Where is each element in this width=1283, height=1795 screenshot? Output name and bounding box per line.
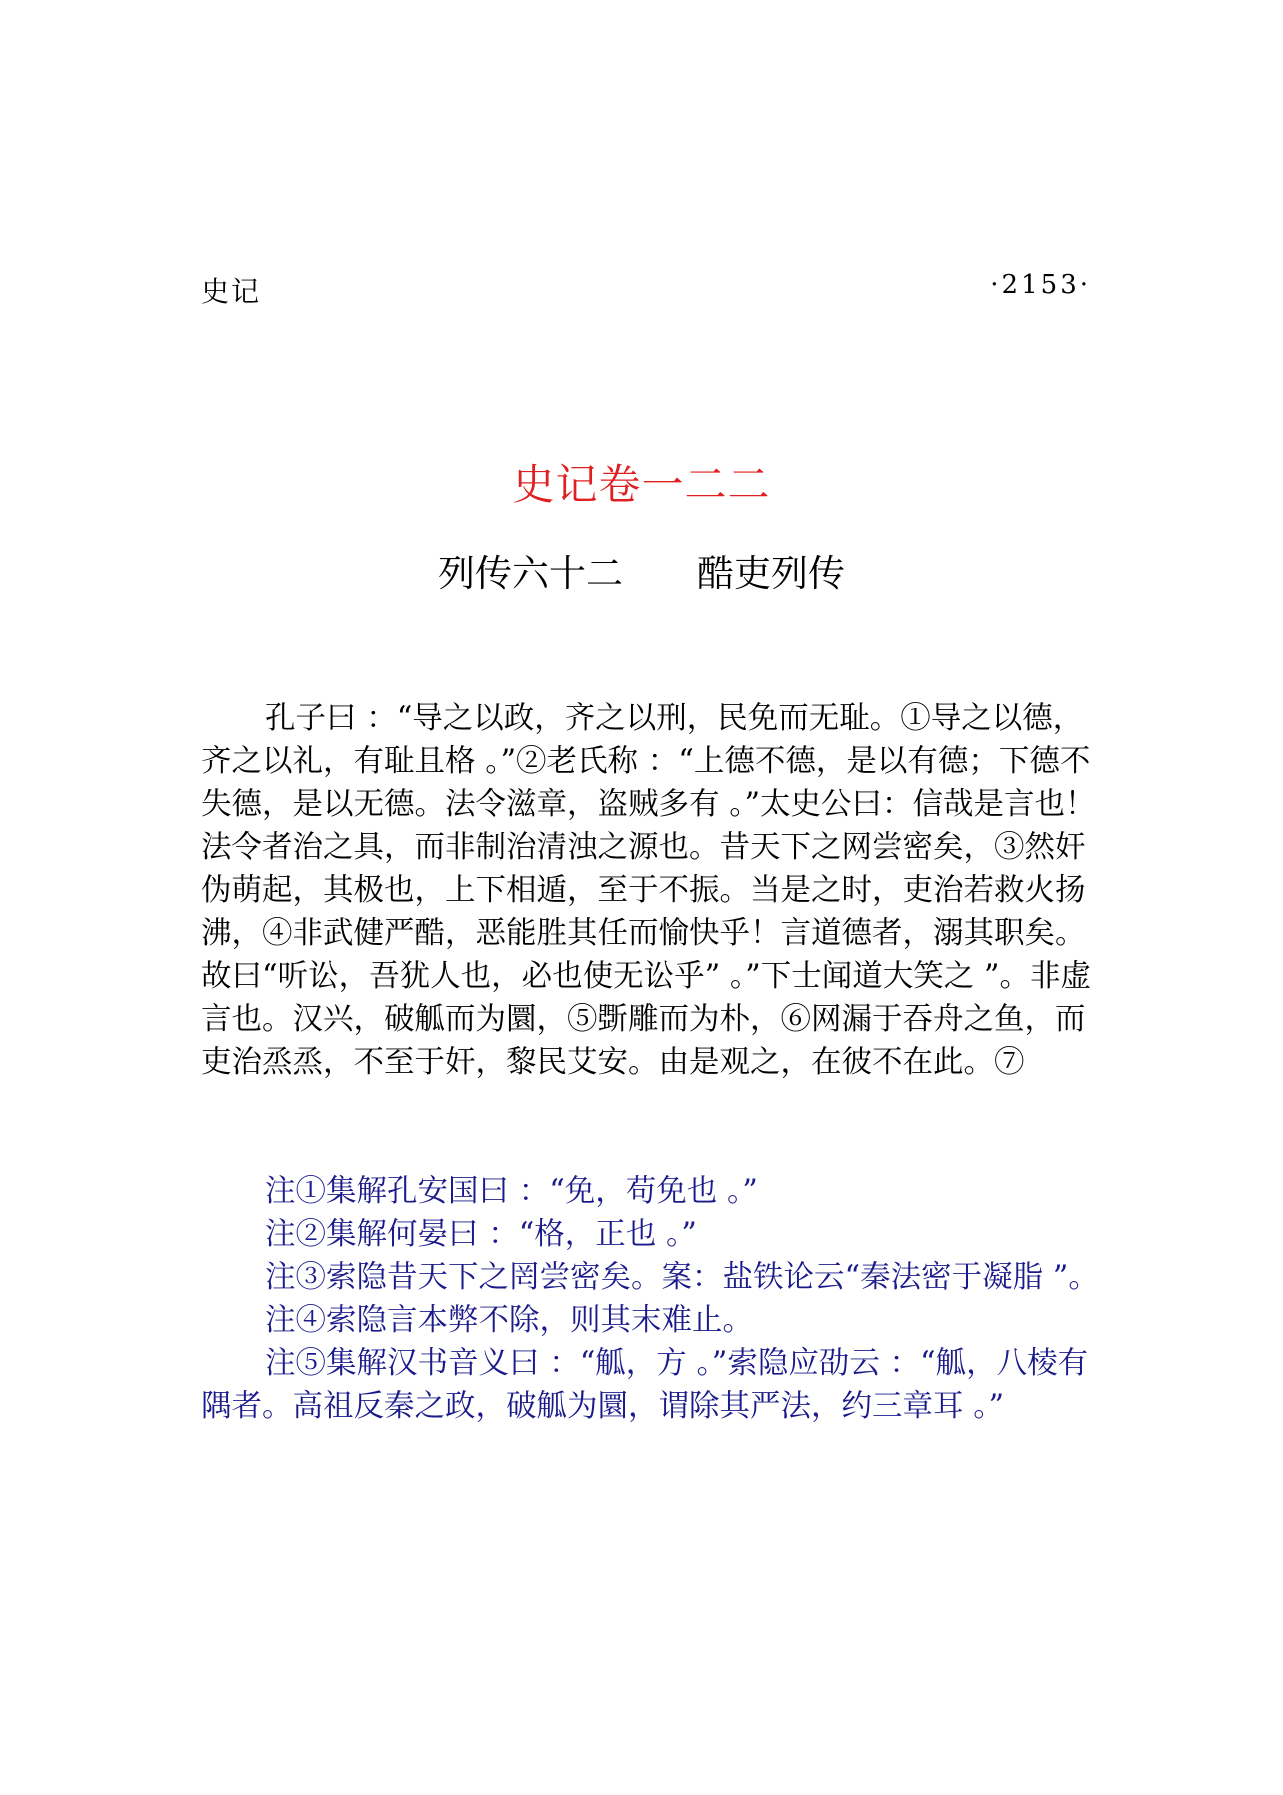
book-name: 史记 <box>201 275 262 308</box>
volume-title: 史记卷一二二 <box>512 460 771 509</box>
main-text-paragraph: 孔子曰 ：“导之以政，齐之以刑，民免而无耻。①导之以德，齐之以礼，有耻且格 。”②老氏称 ：“上德不德，是以有德；下德不失德，是以无德。法令滋章，盗贼多有 。”太史公曰：信哉是言也！法令者治之具，而非制治清浊之源也。昔天下之网尝密矣，③然奸伪萌起，其极也，上下相遁，至于不振。当是之时，吏治若救火扬沸，④非武健严酷，恶能胜其任而愉快乎！言道德者，溺其职矣。故曰“听讼，吾犹人也，必也使无讼乎” 。”下士闻道大笑之 ”。非虚言也。汉兴，破觚而为圜，⑤斲雕而为朴，⑥网漏于吞舟之鱼，而吏治烝烝，不至于奸，黎民艾安。由是观之，在彼不在此。⑦ <box>201 701 1096 1080</box>
note-3: 注③索隐昔天下之罔尝密矣。案：盐铁论云“秦法密于凝脂 ”。 <box>265 1260 1099 1295</box>
running-head <box>201 270 1091 310</box>
note-2: 注②集解何晏曰 ：“格，正也 。” <box>265 1217 697 1252</box>
chapter-title: 列传六十二 酷吏列传 <box>438 552 845 595</box>
notes-section <box>201 1170 1111 1428</box>
page-number: ·2153· <box>990 270 1091 300</box>
note-4: 注④索隐言本弊不除，则其末难止。 <box>265 1303 753 1338</box>
note-1: 注①集解孔安国曰 ：“免，苟免也 。” <box>265 1174 758 1209</box>
note-5: 注⑤集解汉书音义曰 ：“觚，方 。”索隐应劭云 ：“觚，八棱有隅者。高祖反秦之政，破觚为圜，谓除其严法，约三章耳 。” <box>201 1346 1089 1424</box>
